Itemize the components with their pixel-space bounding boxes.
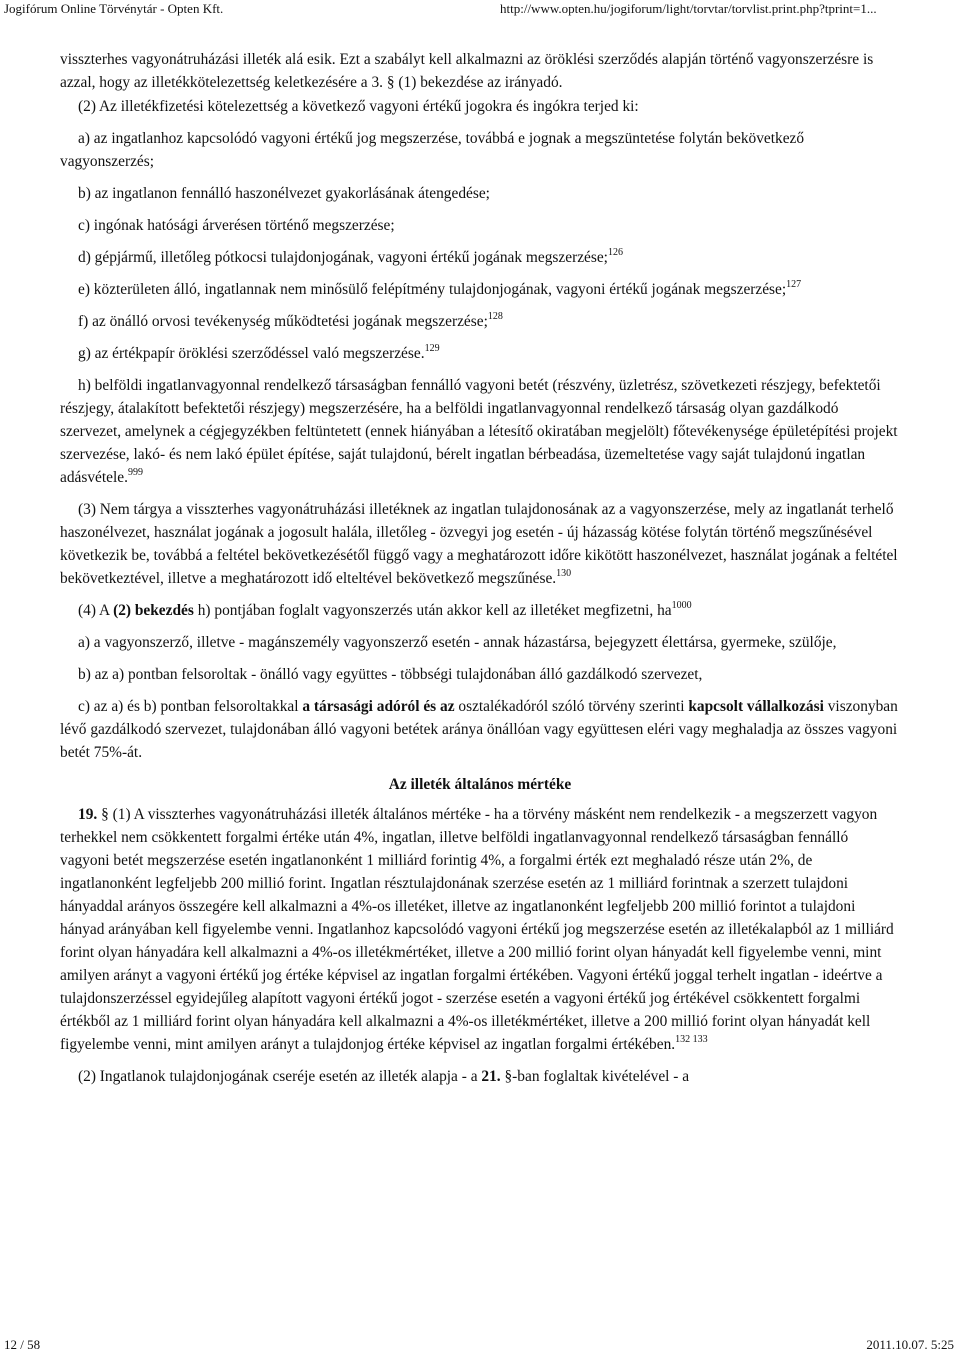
section-21-ref: 21. — [481, 1068, 501, 1085]
paragraph-4 — [60, 599, 900, 622]
paragraph-4-bold: (2) bekezdés — [113, 602, 194, 619]
item-f — [60, 310, 900, 333]
item-4c-part3: viszonyban lévő gazdálkodó szervezet, tulajdonában álló vagyoni betétek aránya önállóan vagy együttesen eléri vagy meghaladja az összes vagyoni betét 75%-át. — [60, 698, 898, 761]
paragraph-2: (2) Az illetékfizetési kötelezettség a következő vagyoni értékű jogokra és ingókra terjed ki: — [78, 98, 639, 115]
item-g-text: g) az értékpapír öröklési szerződéssel való megszerzése. — [78, 345, 425, 362]
item-h-text: h) belföldi ingatlanvagyonnal rendelkező társaságban fennálló vagyoni betét (részvény, üzletrész, szövetkezeti részjegy, befektetői részjegy, átalakított befektetői részjegy) megszerzésére, ha a belföldi ingatlanvagyonnal rendelkező társaság olyan gazdálkodó szervezet, amelynek a cégjegyzékben feltüntetett (ennek hiányában a létesítő okiratában megjelölt) főtevékenysége épületépítési projekt szervezése, lakó- és nem lakó épület építése, saját tulajdonú, bérelt ingatlan bérbeadása, üzemeltetése vagy saját tulajdonú ingatlan adásvétele. — [60, 377, 898, 486]
item-b: b) az ingatlanon fennálló haszonélvezet gyakorlásának átengedése; — [78, 185, 490, 202]
page-number: 12 / 58 — [4, 1337, 41, 1352]
item-4a: a) a vagyonszerző, illetve - magánszemély vagyonszerző esetén - annak házastársa, bejegyzett élettársa, gyermeke, szülője, — [78, 634, 837, 651]
paragraph-4-pre: (4) A — [78, 602, 114, 619]
document-body — [60, 48, 900, 1097]
footnote-ref-130: 130 — [556, 567, 572, 579]
intro-paragraph: visszterhes vagyonátruházási illeték alá esik. Ezt a szabályt kell alkalmazni az öröklési szerződés alapján történő vagyonszerzésre is azzal, hogy az illetékkötelezettség keletkezésére a 3. § (1) bekezdése az irányadó. — [60, 51, 874, 91]
footnote-ref-999: 999 — [127, 466, 143, 478]
footnote-ref-127: 127 — [786, 278, 802, 290]
item-d — [60, 246, 900, 269]
section-19-paragraph-2 — [60, 1065, 900, 1088]
item-4c — [60, 695, 900, 764]
section-19-paragraph-1 — [60, 803, 900, 1056]
section-19-number: 19. — [78, 806, 98, 823]
paragraph-3-text: (3) Nem tárgya a visszterhes vagyonátruházási illetéknek az ingatlan tulajdonosának az a vagyonszerzése, mely az ingatlanát terhelő haszonélvezet, használat jogának a jogosult halála, illetőleg - özvegyi jog esetén - új házasság kötése folytán történő megszűnésével következik be, továbbá a feltétel bekövetkezésétől függő vagy a meghatározott időre kikötött haszonélvezet, használat jogának a feltétel bekövetkeztével, illetve a meghatározott idő elteltével bekövetkező megszűnése. — [60, 501, 898, 587]
item-4c-part2: osztalékadóról szóló törvény szerinti — [454, 698, 689, 715]
item-f-text: f) az önálló orvosi tevékenység működtetési jogának megszerzése; — [78, 313, 488, 330]
item-4c-bold2: kapcsolt vállalkozási — [688, 698, 824, 715]
footnote-ref-132-133: 132 133 — [675, 1033, 708, 1045]
print-datetime: 2011.10.07. 5:25 — [866, 1337, 954, 1352]
item-c: c) ingónak hatósági árverésen történő megszerzése; — [78, 217, 395, 234]
item-4b: b) az a) pontban felsoroltak - önálló vagy együttes - többségi tulajdonában álló gazdálkodó szervezet, — [78, 666, 703, 683]
item-e — [60, 278, 900, 301]
section-19-2-post: §-ban foglaltak kivételével - a — [500, 1068, 690, 1085]
item-4c-part1: c) az a) és b) pontban felsoroltakkal — [78, 698, 303, 715]
paragraph-3 — [60, 498, 900, 590]
section-19-text: § (1) A visszterhes vagyonátruházási illeték általános mértéke - ha a törvény másként nem rendelkezik - a megszerzett vagyon terhekkel nem csökkentett forgalmi értéke után 4%, ingatlan, illetve belföldi ingatlanvagyonnal rendelkező társaságban fennálló vagyoni betét megszerzése esetén ingatlanonként 1 milliárd forintig 4%, a forgalmi érték ezt meghaladó része után 2%, de ingatlanonként legfeljebb 200 millió forint. Ingatlan résztulajdonának szerzése esetén az 1 milliárd forintnak a szerzett tulajdoni hányaddal arányos összegére kell alkalmazni a 4%-os illetéket, illetve az ingatlanonként legfeljebb 200 millió forintot a tulajdoni hányad arányában kell figyelembe venni. Ingatlanhoz kapcsolódó vagyoni értékű jog megszerzése esetén az illetékalapból az 1 milliárd forint olyan hányadára kell alkalmazni a 4%-os illetékmértéket, illetve a 200 millió forint olyan hányadát kell figyelembe venni, mint amilyen arányt a vagyoni értékű jog értéke képvisel az ingatlan forgalmi értékében. Vagyoni értékű joggal terhelt ingatlan - ideértve a tulajdonszerzéssel egyidejűleg alapított vagyoni értékű jogot - szerzése esetén a vagyoni értékű jog értékével csökkentett forgalmi értékből az 1 milliárd forint olyan hányadára kell alkalmazni a 4%-os illetékmértéket, illetve a 200 millió forint olyan hányadát kell figyelembe venni, mint amilyen arányt a tulajdonjog értéke képvisel az ingatlan forgalmi értékében. — [60, 806, 894, 1053]
paragraph-4-post: h) pontjában foglalt vagyonszerzés után akkor kell az illetéket megfizetni, ha — [193, 602, 672, 619]
item-e-text: e) közterületen álló, ingatlannak nem minősülő felépítmény tulajdonjogának, vagyoni értékű jogának megszerzése; — [78, 281, 787, 298]
item-4c-bold1: a társasági adóról és az — [302, 698, 455, 715]
footnote-ref-128: 128 — [487, 310, 503, 322]
footnote-ref-1000: 1000 — [671, 599, 692, 611]
header-site-title: Jogifórum Online Törvénytár - Opten Kft. — [4, 1, 224, 16]
header-url: http://www.opten.hu/jogiforum/light/torvtar/torvlist.print.php?tprint=1... — [500, 1, 877, 16]
section-title: Az illeték általános mértéke — [388, 776, 572, 793]
item-d-text: d) gépjármű, illetőleg pótkocsi tulajdonjogának, vagyoni értékű jogának megszerzése; — [78, 249, 608, 266]
section-19-2-pre: (2) Ingatlanok tulajdonjogának cseréje esetén az illeték alapja - a — [78, 1068, 482, 1085]
item-h — [60, 374, 900, 489]
item-a: a) az ingatlanhoz kapcsolódó vagyoni értékű jog megszerzése, továbbá e jognak a megszüntetése folytán bekövetkező vagyonszerzés; — [60, 130, 805, 170]
item-g — [60, 342, 900, 365]
footnote-ref-126: 126 — [607, 246, 623, 258]
footnote-ref-129: 129 — [424, 342, 440, 354]
